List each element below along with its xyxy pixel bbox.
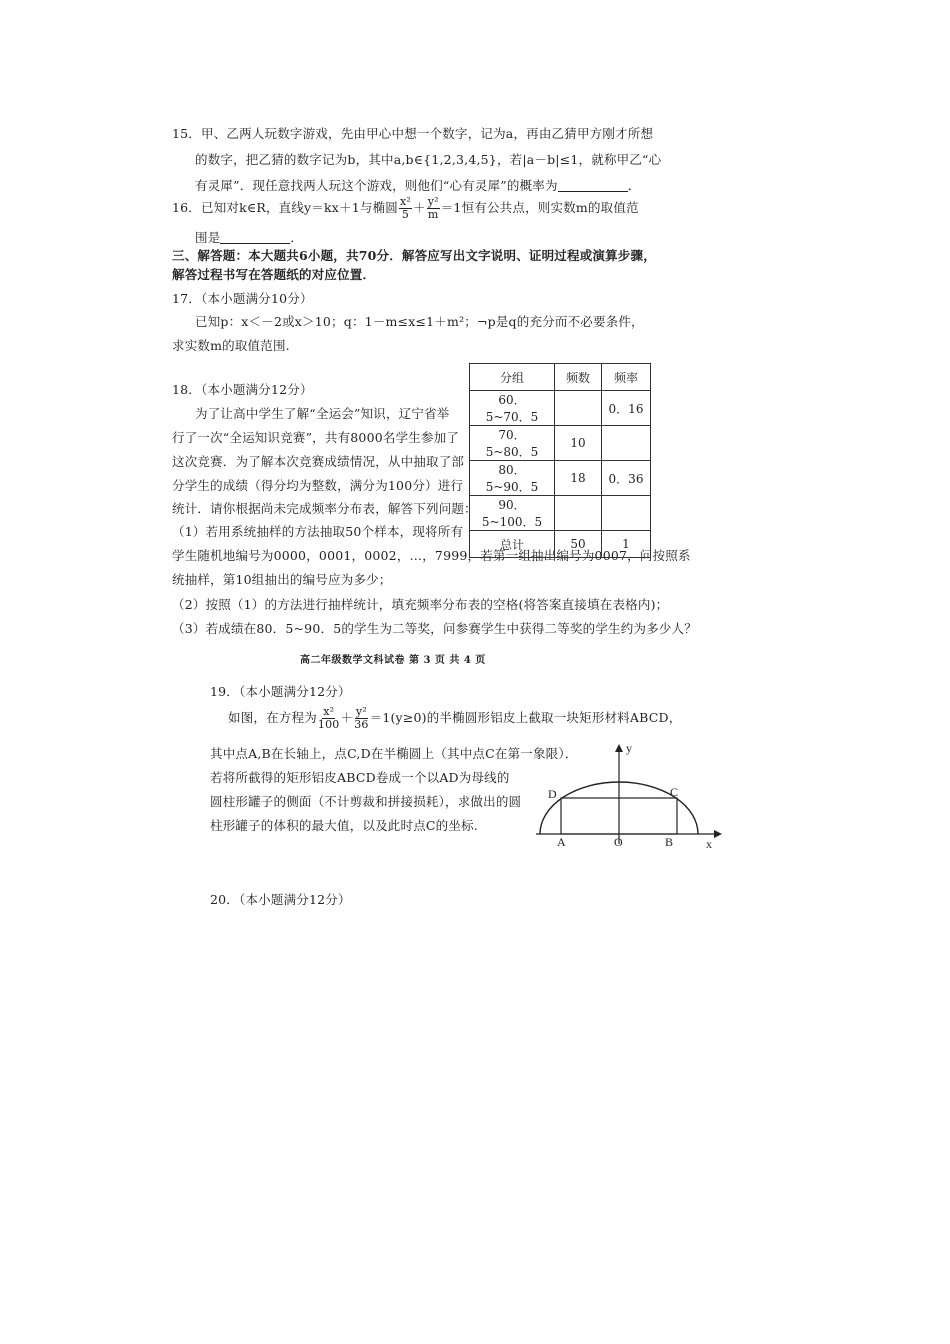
label-B: B	[665, 835, 674, 849]
label-A: A	[557, 835, 566, 849]
q18-heading: 18．（本小题满分12分）	[172, 382, 313, 397]
semi-ellipse-figure	[528, 740, 728, 850]
table-cell: 18	[555, 461, 602, 496]
q18-line-10: （3）若成绩在80．5~90．5的学生为二等奖，问参赛学生中获得二等奖的学生约为多少人？	[172, 621, 697, 636]
q18-line-3: 这次竞赛．为了解本次竞赛成绩情况，从中抽取了部	[172, 454, 465, 469]
table-cell-fill[interactable]	[555, 496, 602, 531]
page-footer: 高二年级数学文科试卷 第 3 页 共 4 页	[300, 655, 486, 666]
q19-line-2: 其中点A,B在长轴上，点C,D在半椭圆上（其中点C在第一象限）．	[210, 746, 578, 761]
q16-plus: ＋	[413, 200, 426, 215]
q19-line-3: 若将所截得的矩形铝皮ABCD卷成一个以AD为母线的	[210, 770, 510, 785]
q16-f1-num: x²	[399, 195, 411, 208]
label-D: D	[548, 787, 557, 801]
table-row	[470, 461, 651, 496]
q19-plus: ＋	[340, 710, 354, 725]
label-O: O	[614, 835, 623, 849]
q15-line-2: 的数字，把乙猜的数字记为b，其中a,b∈{1,2,3,4,5}，若|a－b|≤1，就称甲乙“心	[195, 152, 662, 167]
q18-line-8: 统抽样，第10组抽出的编号应为多少；	[172, 572, 392, 587]
q20-heading: 20．（本小题满分12分）	[210, 892, 351, 907]
q15-line-3	[195, 176, 640, 194]
table-header-row	[470, 364, 651, 391]
q19-line-5: 柱形罐子的体积的最大值，以及此时点C的坐标.	[210, 818, 478, 833]
q16-f2-den: m	[427, 208, 439, 221]
q19-heading: 19．（本小题满分12分）	[210, 684, 351, 699]
table-cell: 50	[555, 531, 602, 558]
q15-line-1: 15．甲、乙两人玩数字游戏，先由甲心中想一个数字，记为a，再由乙猜甲方刚才所想	[172, 126, 654, 141]
table-cell: 90．5~100．5	[470, 496, 555, 531]
table-header-rate: 频率	[602, 364, 651, 391]
q16-post: ＝1恒有公共点，则实数m的取值范	[440, 200, 639, 215]
q15-line-3-end: ．	[627, 178, 641, 193]
frequency-table	[469, 363, 651, 558]
x-axis-arrow	[714, 830, 722, 838]
q19-line-4: 圆柱形罐子的侧面（不计剪裁和拼接损耗），求做出的圆	[210, 794, 522, 809]
q16-pre: 16．已知对k∈R，直线y＝kx＋1与椭圆	[172, 200, 398, 215]
q19-pre: 如图，在方程为	[228, 710, 317, 725]
table-cell: 总计	[470, 531, 555, 558]
q16-fraction-x	[399, 196, 412, 221]
q19-fraction-y	[354, 706, 368, 731]
y-axis-arrow	[615, 744, 623, 752]
table-row	[470, 531, 651, 558]
q19-line-1	[228, 706, 681, 731]
q16-line-1	[172, 196, 639, 221]
section3-line-2: 解答过程书写在答题纸的对应位置．	[172, 267, 376, 282]
q17-line-1: 已知p：x＜－2或x＞10；q：1－m≤x≤1＋m²；¬p是q的充分而不必要条件，	[195, 314, 644, 329]
q16-line-2	[195, 228, 303, 246]
table-cell: 1	[602, 531, 651, 558]
table-cell-fill[interactable]	[602, 496, 651, 531]
q17-heading: 17．（本小题满分10分）	[172, 291, 313, 306]
table-row	[470, 496, 651, 531]
table-header-group: 分组	[470, 364, 555, 391]
q19-f1-num: x²	[323, 705, 335, 718]
table-cell-fill[interactable]	[555, 391, 602, 426]
q18-line-5: 统计．请你根据尚未完成频率分布表，解答下列问题：	[172, 501, 477, 516]
q16-f2-num: y²	[427, 195, 439, 208]
q19-f2-num: y²	[355, 705, 367, 718]
table-cell: 80．5~90．5	[470, 461, 555, 496]
table-cell: 10	[555, 426, 602, 461]
table-cell: 0．16	[602, 391, 651, 426]
q16-line-2-end: ．	[290, 230, 304, 245]
q17-line-2: 求实数m的取值范围.	[172, 338, 290, 353]
q16-fraction-y	[427, 196, 440, 221]
table-cell: 0．36	[602, 461, 651, 496]
q15-line-3-text: 有灵犀”．现任意找两人玩这个游戏，则他们“心有灵犀”的概率为	[195, 178, 558, 193]
label-C: C	[670, 785, 679, 799]
q19-f1-den: 100	[317, 718, 340, 731]
table-cell: 60．5~70．5	[470, 391, 555, 426]
q16-answer-blank[interactable]	[220, 231, 290, 244]
table-row	[470, 391, 651, 426]
q18-line-6: （1）若用系统抽样的方法抽取50个样本，现将所有	[172, 524, 464, 539]
table-row	[470, 426, 651, 461]
q19-fraction-x	[318, 706, 340, 731]
q18-line-9: （2）按照（1）的方法进行抽样统计，填充频率分布表的空格(将答案直接填在表格内)；	[172, 597, 669, 612]
q19-f2-den: 36	[354, 718, 369, 731]
label-y: y	[626, 741, 632, 755]
q19-post: ＝1(y≥0)的半椭圆形铝皮上截取一块矩形材料ABCD，	[369, 710, 682, 725]
table-cell-fill[interactable]	[602, 426, 651, 461]
label-x: x	[706, 837, 712, 850]
q16-line-2-text: 围是	[195, 230, 221, 245]
q18-line-1: 为了让高中学生了解“全运会”知识，辽宁省举	[195, 406, 450, 421]
table-header-count: 频数	[555, 364, 602, 391]
section3-line-1: 三、解答题：本大题共6小题，共70分．解答应写出文字说明、证明过程或演算步骤，	[172, 248, 656, 263]
q18-line-4: 分学生的成绩（得分均为整数，满分为100分）进行	[172, 478, 464, 493]
q18-line-2: 行了一次“全运知识竞赛”，共有8000名学生参加了	[172, 430, 460, 445]
q15-answer-blank[interactable]	[558, 179, 628, 192]
q16-f1-den: 5	[401, 208, 410, 221]
table-cell: 70．5~80．5	[470, 426, 555, 461]
q18-line-7: 学生随机地编号为0000，0001，0002，…，7999，若第一组抽出编号为0007，问按照系	[172, 548, 691, 563]
